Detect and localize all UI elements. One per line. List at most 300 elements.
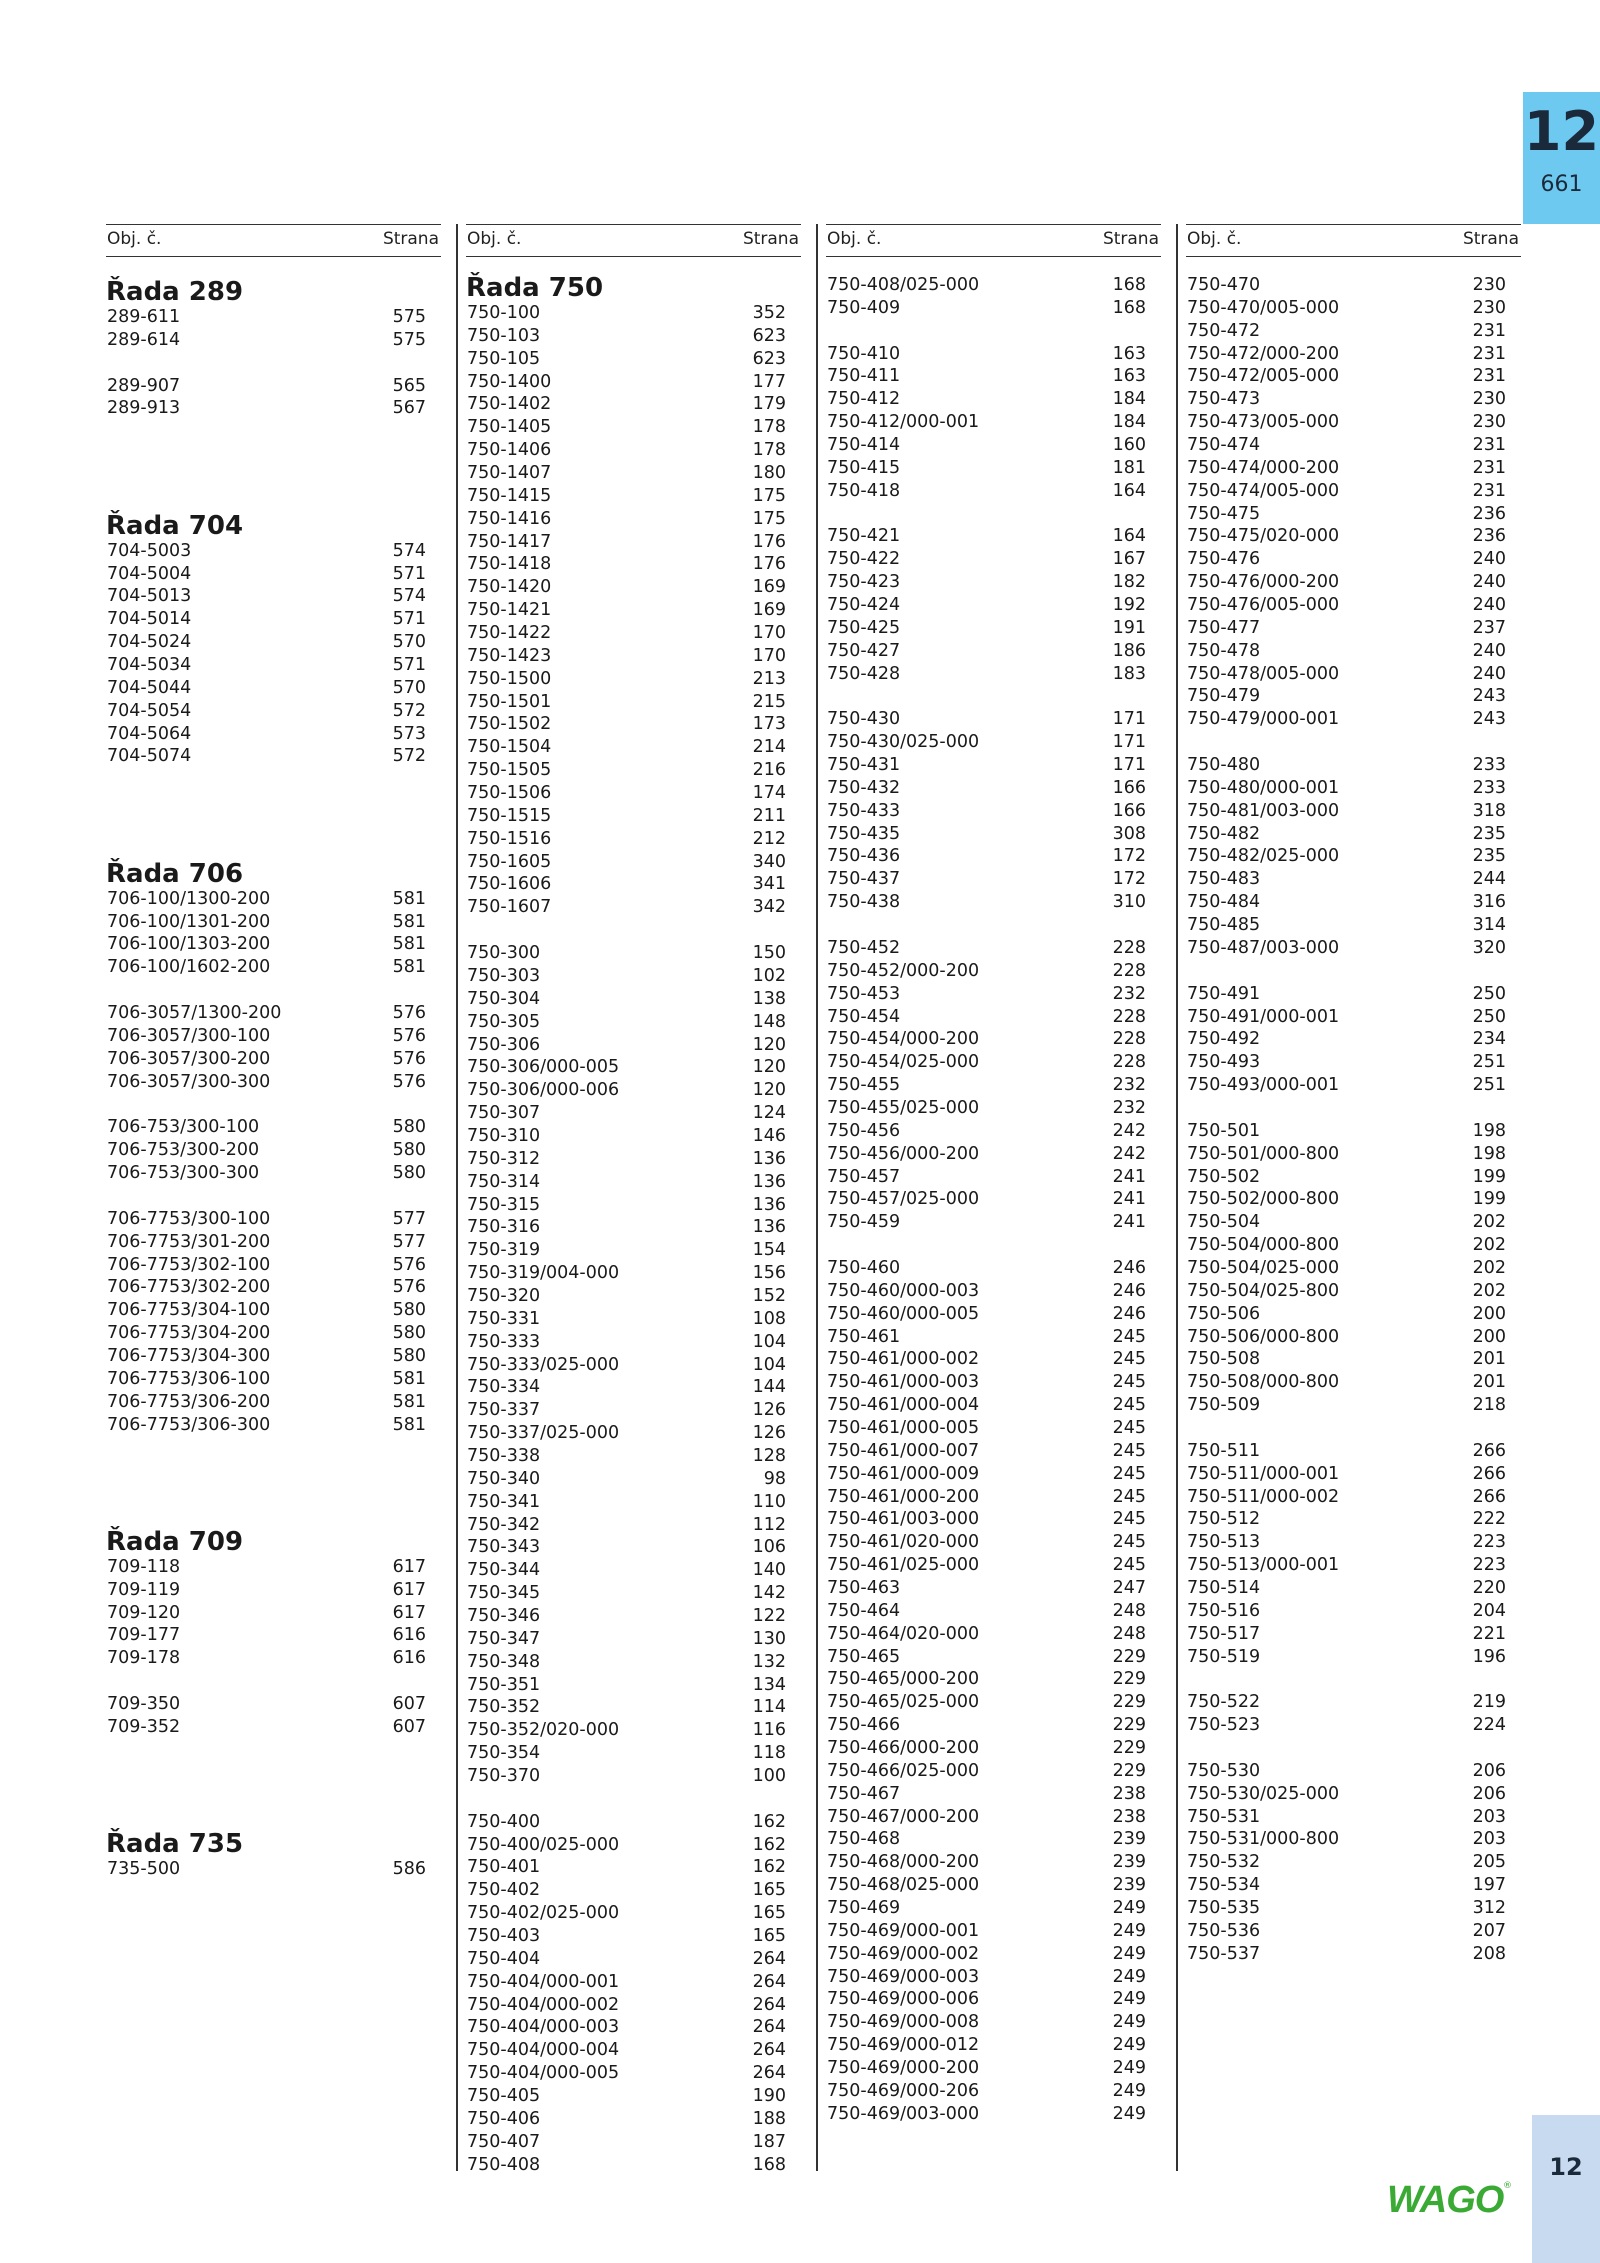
- order-number: 750-400/025-000: [467, 1834, 620, 1855]
- index-row: [826, 1486, 1146, 1509]
- order-number: 750-412: [827, 389, 901, 410]
- spacer: [106, 443, 426, 466]
- order-number: 704-5004: [107, 563, 192, 584]
- page-number: 617: [392, 1556, 426, 1577]
- order-number: 750-466/025-000: [827, 1760, 980, 1781]
- page-number: 160: [1112, 435, 1146, 456]
- index-row: [1186, 868, 1506, 891]
- order-number: 750-513/000-001: [1187, 1555, 1340, 1576]
- index-row: [106, 1556, 426, 1579]
- order-number: 750-414: [827, 435, 901, 456]
- index-row: [466, 1148, 786, 1171]
- page-number: 106: [752, 1537, 786, 1558]
- index-row: [466, 1194, 786, 1217]
- order-number: 750-370: [467, 1766, 541, 1786]
- index-row: [1186, 503, 1506, 526]
- index-row: [826, 1440, 1146, 1463]
- index-row: [826, 274, 1146, 297]
- order-number: 750-455/025-000: [827, 1097, 980, 1118]
- order-number: 704-5014: [107, 609, 192, 630]
- spacer: [826, 1234, 1146, 1257]
- index-row: [826, 1897, 1146, 1920]
- order-number: 750-1402: [467, 394, 552, 415]
- page-number: 229: [1112, 1692, 1146, 1713]
- index-row: [826, 777, 1146, 800]
- index-row: [466, 1354, 786, 1377]
- order-number: 750-523: [1187, 1715, 1261, 1736]
- index-row: [826, 1394, 1146, 1417]
- index-row: [826, 1966, 1146, 1989]
- page-number: 203: [1472, 1806, 1506, 1827]
- order-number: 289-614: [107, 329, 181, 350]
- index-row: [826, 1463, 1146, 1486]
- index-row: [1186, 1280, 1506, 1303]
- index-row: [106, 1254, 426, 1277]
- spacer: [826, 914, 1146, 937]
- index-row: [466, 462, 786, 485]
- page-number: 264: [752, 2063, 786, 2084]
- page-number: 577: [392, 1231, 426, 1252]
- spacer: [106, 1482, 426, 1505]
- page-number: 223: [1472, 1555, 1506, 1576]
- order-number: 750-404/000-004: [467, 2040, 620, 2061]
- page-number: 166: [1112, 800, 1146, 821]
- order-number: 750-483: [1187, 869, 1261, 890]
- order-number: 750-408/025-000: [827, 275, 980, 295]
- index-row: [466, 668, 786, 691]
- page-number: 168: [1112, 297, 1146, 318]
- order-number: 706-3057/300-100: [107, 1025, 271, 1046]
- order-number: 750-1605: [467, 851, 552, 872]
- order-number: 750-306/000-006: [467, 1080, 620, 1101]
- index-row: [466, 1856, 786, 1879]
- page-number: 142: [752, 1583, 786, 1604]
- page-number: 108: [752, 1308, 786, 1329]
- page-number: 102: [752, 965, 786, 986]
- page-number: 165: [752, 1903, 786, 1924]
- page-number: 220: [1472, 1577, 1506, 1598]
- index-row: [466, 1559, 786, 1582]
- page-number: 170: [752, 623, 786, 644]
- order-number: 750-334: [467, 1377, 541, 1398]
- page-number: 140: [752, 1560, 786, 1581]
- order-number: 750-352: [467, 1697, 541, 1718]
- order-number: 750-408: [467, 2154, 541, 2175]
- index-row: [466, 1079, 786, 1102]
- order-number: 750-1417: [467, 531, 552, 552]
- index-row: [826, 663, 1146, 686]
- page-number: 241: [1112, 1166, 1146, 1187]
- order-number: 709-118: [107, 1556, 181, 1577]
- page-number: 202: [1472, 1235, 1506, 1256]
- column-divider: [1176, 224, 1178, 2171]
- spacer: [106, 1459, 426, 1482]
- page-number: 164: [1112, 480, 1146, 501]
- page-number: 228: [1112, 1006, 1146, 1027]
- page-number: 240: [1472, 595, 1506, 616]
- order-number: 706-7753/304-200: [107, 1323, 271, 1344]
- index-row: [1186, 1646, 1506, 1669]
- index-row: [1186, 343, 1506, 366]
- order-number: 750-465/025-000: [827, 1692, 980, 1713]
- index-row: [1186, 1348, 1506, 1371]
- order-number: 750-428: [827, 663, 901, 684]
- order-number: 750-473: [1187, 389, 1261, 410]
- page-number: 175: [752, 485, 786, 506]
- index-row: [106, 677, 426, 700]
- index-row: [1186, 845, 1506, 868]
- page-number: 206: [1472, 1783, 1506, 1804]
- page-number: 251: [1472, 1052, 1506, 1073]
- order-number: 750-478/005-000: [1187, 663, 1340, 684]
- page-number: 245: [1112, 1440, 1146, 1461]
- index-row: [826, 1737, 1146, 1760]
- order-number: 750-481/003-000: [1187, 800, 1340, 821]
- page-number: 576: [392, 1025, 426, 1046]
- page-number: 166: [1112, 777, 1146, 798]
- page-number: 222: [1472, 1509, 1506, 1530]
- page-number: 187: [752, 2131, 786, 2152]
- page-number: 581: [392, 888, 426, 909]
- page-number: 231: [1472, 435, 1506, 456]
- column-divider: [456, 224, 458, 2171]
- order-number: 750-344: [467, 1560, 541, 1581]
- spacer: [106, 489, 426, 512]
- order-number: 750-502: [1187, 1166, 1261, 1187]
- page-number: 570: [392, 632, 426, 653]
- index-row: [826, 1783, 1146, 1806]
- page-number: 623: [752, 325, 786, 346]
- order-number: 750-427: [827, 640, 901, 661]
- page-number: 246: [1112, 1280, 1146, 1301]
- spacer: [106, 352, 426, 375]
- page-number: 229: [1112, 1760, 1146, 1781]
- page-number: 206: [1472, 1760, 1506, 1781]
- page-number: 580: [392, 1140, 426, 1161]
- index-row: [106, 585, 426, 608]
- index-row: [826, 1188, 1146, 1211]
- order-number: 750-461/000-004: [827, 1395, 980, 1416]
- order-number: 704-5034: [107, 655, 192, 676]
- page-number: 240: [1472, 640, 1506, 661]
- page-number: 240: [1472, 572, 1506, 593]
- order-number: 750-461/025-000: [827, 1555, 980, 1576]
- index-row: [1186, 1508, 1506, 1531]
- order-number: 750-475/020-000: [1187, 526, 1340, 547]
- page-number: 243: [1472, 709, 1506, 730]
- order-number: 750-1607: [467, 897, 552, 918]
- index-row: [1186, 891, 1506, 914]
- order-number: 750-472/005-000: [1187, 366, 1340, 387]
- page-number: 229: [1112, 1738, 1146, 1758]
- page-number: 221: [1472, 1623, 1506, 1644]
- order-number: 750-402/025-000: [467, 1903, 620, 1924]
- page-number: 576: [392, 1254, 426, 1275]
- index-row: [826, 297, 1146, 320]
- order-number: 750-348: [467, 1651, 541, 1672]
- page-number: 231: [1472, 480, 1506, 501]
- page-number: 249: [1112, 2103, 1146, 2124]
- page-number: 233: [1472, 777, 1506, 798]
- index-row: [1186, 594, 1506, 617]
- page-number: 340: [752, 851, 786, 872]
- index-row: [1186, 1326, 1506, 1349]
- index-row: [1186, 1783, 1506, 1806]
- order-number: 750-485: [1187, 915, 1261, 936]
- chapter-tab: [1523, 92, 1600, 224]
- index-row: [466, 1651, 786, 1674]
- index-row: [466, 1491, 786, 1514]
- page-number: 134: [752, 1674, 786, 1695]
- spacer: [106, 791, 426, 814]
- page-number: 316: [1472, 892, 1506, 913]
- page-number: 190: [752, 2086, 786, 2107]
- index-row: [1186, 1691, 1506, 1714]
- order-number: 750-464: [827, 1600, 901, 1621]
- index-row: [826, 548, 1146, 571]
- index-row: [106, 1048, 426, 1071]
- order-number: 750-457: [827, 1166, 901, 1187]
- spacer: [1186, 960, 1506, 983]
- order-number: 750-412/000-001: [827, 412, 980, 433]
- order-number: 750-476: [1187, 549, 1261, 570]
- index-row: [466, 645, 786, 668]
- index-row: [826, 800, 1146, 823]
- index-row: [826, 708, 1146, 731]
- order-number: 750-341: [467, 1491, 541, 1512]
- order-number: 750-1504: [467, 737, 552, 758]
- page-number: 201: [1472, 1349, 1506, 1370]
- order-number: 750-504/025-800: [1187, 1280, 1340, 1301]
- page-number: 617: [392, 1579, 426, 1600]
- order-number: 750-512: [1187, 1509, 1261, 1530]
- page-number: 580: [392, 1117, 426, 1138]
- page-number: 213: [752, 668, 786, 689]
- index-row: [106, 911, 426, 934]
- page-number: 231: [1472, 343, 1506, 364]
- page-number: 214: [752, 737, 786, 758]
- order-number: 750-346: [467, 1605, 541, 1626]
- order-number: 750-342: [467, 1514, 541, 1535]
- index-row: [466, 2039, 786, 2062]
- page-number: 154: [752, 1240, 786, 1261]
- index-row: [106, 1624, 426, 1647]
- index-row: [466, 485, 786, 508]
- index-row: [106, 1693, 426, 1716]
- header-page-label: Strana: [742, 229, 799, 249]
- index-row: [466, 942, 786, 965]
- page-number: 573: [392, 723, 426, 744]
- index-row: [826, 434, 1146, 457]
- page-number: 132: [752, 1651, 786, 1672]
- index-row: [1186, 1851, 1506, 1874]
- index-row: [826, 937, 1146, 960]
- page-number: 199: [1472, 1166, 1506, 1187]
- page-number: 240: [1472, 663, 1506, 684]
- order-number: 750-103: [467, 325, 541, 346]
- order-number: 289-907: [107, 375, 181, 396]
- page-number: 248: [1112, 1623, 1146, 1644]
- order-number: 750-513: [1187, 1532, 1261, 1553]
- order-number: 750-492: [1187, 1029, 1261, 1050]
- page-number: 580: [392, 1300, 426, 1321]
- order-number: 750-532: [1187, 1852, 1261, 1873]
- index-row: [466, 2062, 786, 2085]
- order-number: 750-333/025-000: [467, 1354, 620, 1375]
- index-row: [1186, 1828, 1506, 1851]
- index-row: [466, 439, 786, 462]
- index-row: [466, 599, 786, 622]
- page-number: 318: [1472, 800, 1506, 821]
- index-row: [466, 1216, 786, 1239]
- order-number: 706-753/300-200: [107, 1140, 260, 1161]
- order-number: 750-1418: [467, 554, 552, 575]
- page-number: 162: [752, 1834, 786, 1855]
- index-row: [1186, 571, 1506, 594]
- order-number: 706-3057/300-200: [107, 1048, 271, 1069]
- order-number: 706-7753/301-200: [107, 1231, 271, 1252]
- order-number: 750-347: [467, 1628, 541, 1649]
- index-row: [466, 531, 786, 554]
- order-number: 750-319: [467, 1240, 541, 1261]
- page-number: 249: [1112, 1989, 1146, 2010]
- index-row: [466, 553, 786, 576]
- order-number: 750-340: [467, 1468, 541, 1489]
- index-row: [466, 691, 786, 714]
- spacer: [1186, 1417, 1506, 1440]
- order-number: 750-401: [467, 1857, 541, 1878]
- order-number: 750-1423: [467, 645, 552, 666]
- order-number: 750-536: [1187, 1920, 1261, 1941]
- page-number: 202: [1472, 1280, 1506, 1301]
- order-number: 750-465/000-200: [827, 1669, 980, 1690]
- page-number: 171: [1112, 709, 1146, 730]
- order-number: 750-400: [467, 1811, 541, 1832]
- header-page-label: Strana: [1462, 229, 1519, 249]
- order-number: 750-509: [1187, 1395, 1261, 1416]
- index-row: [106, 1139, 426, 1162]
- page-number: 570: [392, 677, 426, 698]
- index-row: [1186, 1874, 1506, 1897]
- index-row: [106, 1579, 426, 1602]
- index-row: [466, 851, 786, 874]
- order-number: 750-1502: [467, 714, 552, 735]
- index-row: [1186, 274, 1506, 297]
- column-header: [106, 224, 441, 257]
- order-number: 750-534: [1187, 1875, 1261, 1896]
- order-number: 750-422: [827, 549, 901, 570]
- index-row: [826, 1874, 1146, 1897]
- order-number: 750-535: [1187, 1898, 1261, 1919]
- page-number: 144: [752, 1377, 786, 1398]
- order-number: 750-502/000-800: [1187, 1189, 1340, 1210]
- index-row: [1186, 1554, 1506, 1577]
- index-row: [826, 1143, 1146, 1166]
- index-row: [826, 845, 1146, 868]
- index-row: [466, 1582, 786, 1605]
- page-number: 178: [752, 417, 786, 438]
- page-number: 169: [752, 600, 786, 621]
- page-number: 266: [1472, 1440, 1506, 1461]
- page-number: 215: [752, 691, 786, 712]
- index-row: [1186, 480, 1506, 503]
- order-number: 750-482/025-000: [1187, 846, 1340, 867]
- order-number: 750-504/025-000: [1187, 1257, 1340, 1278]
- index-row: [466, 1239, 786, 1262]
- page-number: 188: [752, 2108, 786, 2129]
- index-row: [466, 302, 786, 325]
- index-row: [1186, 937, 1506, 960]
- column-divider: [816, 224, 818, 2171]
- index-row: [466, 1445, 786, 1468]
- order-number: 750-504/000-800: [1187, 1235, 1340, 1256]
- index-row: [1186, 1211, 1506, 1234]
- index-row: [466, 873, 786, 896]
- index-row: [466, 1102, 786, 1125]
- index-row: [826, 1760, 1146, 1783]
- page-number: 169: [752, 577, 786, 598]
- order-number: 706-7753/306-200: [107, 1391, 271, 1412]
- order-number: 750-461/020-000: [827, 1532, 980, 1553]
- series-heading: Řada 750: [466, 273, 604, 303]
- order-number: 750-472: [1187, 320, 1261, 341]
- index-row: [106, 723, 426, 746]
- order-number: 750-1501: [467, 691, 552, 712]
- index-row: [466, 1994, 786, 2017]
- order-number: 750-482: [1187, 823, 1261, 844]
- index-row: [106, 1414, 426, 1437]
- page-number: 581: [392, 911, 426, 932]
- page-number: 126: [752, 1400, 786, 1421]
- index-row: [826, 525, 1146, 548]
- index-row: [1186, 1166, 1506, 1189]
- page-number: 320: [1472, 937, 1506, 958]
- page-number: 192: [1112, 595, 1146, 616]
- order-number: 750-453: [827, 983, 901, 1004]
- index-row: [466, 2108, 786, 2131]
- index-row: [826, 1851, 1146, 1874]
- entry-list: [826, 274, 1146, 2126]
- index-row: [466, 1468, 786, 1491]
- chapter-page-number: 661: [1540, 172, 1583, 197]
- index-row: [106, 1071, 426, 1094]
- page-number: 191: [1112, 617, 1146, 638]
- order-number: 750-454: [827, 1006, 901, 1027]
- order-number: 750-461/000-003: [827, 1372, 980, 1393]
- order-number: 750-469/000-003: [827, 1966, 980, 1987]
- index-row: [826, 754, 1146, 777]
- index-row: [1186, 1531, 1506, 1554]
- order-number: 750-1405: [467, 417, 552, 438]
- bottom-chapter-tab: [1532, 2115, 1600, 2263]
- page-number: 565: [392, 375, 426, 396]
- spacer: [106, 466, 426, 489]
- index-row: [826, 1646, 1146, 1669]
- index-row: [1186, 1371, 1506, 1394]
- index-row: [1186, 1143, 1506, 1166]
- index-row: [826, 457, 1146, 480]
- index-row: [826, 1371, 1146, 1394]
- order-number: 706-7753/306-100: [107, 1368, 271, 1389]
- index-row: [466, 1674, 786, 1697]
- order-number: 750-531/000-800: [1187, 1829, 1340, 1850]
- page-number: 245: [1112, 1463, 1146, 1484]
- page-number: 224: [1472, 1715, 1506, 1736]
- page-number: 162: [752, 1811, 786, 1832]
- index-row: [1186, 388, 1506, 411]
- index-row: [466, 622, 786, 645]
- page-number: 177: [752, 371, 786, 392]
